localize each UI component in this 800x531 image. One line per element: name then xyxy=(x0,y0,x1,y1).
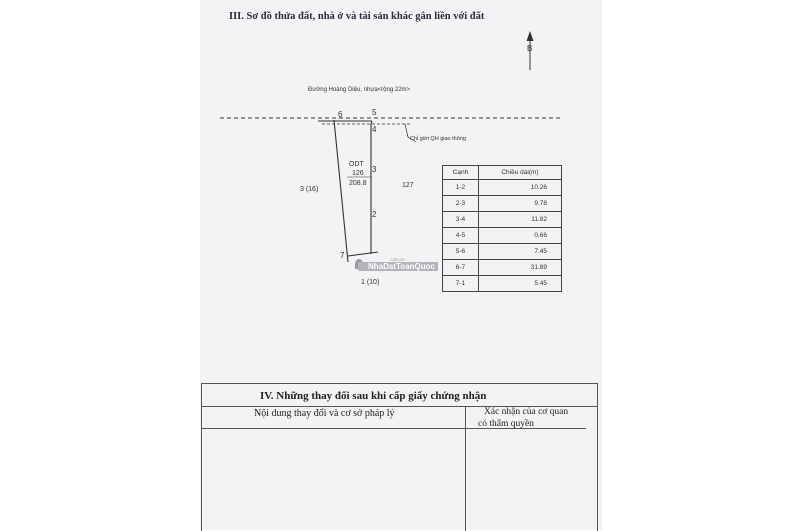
parcel-edge-7-1 xyxy=(348,252,378,256)
neighbor-west-label: 3 (16) xyxy=(300,186,319,193)
vertex-label-7: 7 xyxy=(340,251,345,260)
north-arrow-head xyxy=(527,31,534,41)
table-row xyxy=(443,228,562,244)
length-cell: 11.82 xyxy=(478,212,561,228)
length-cell: 9.78 xyxy=(478,196,561,212)
parcel-edge-6-7 xyxy=(334,120,348,262)
edge-cell: 4-5 xyxy=(443,228,479,244)
land-type-label: ODT xyxy=(349,161,364,168)
watermark-site: .com.vn xyxy=(389,257,405,262)
road-boundary-label: Chỉ giới QH giao thông xyxy=(410,136,466,142)
vertex-label-3: 3 xyxy=(372,165,377,174)
length-cell: 10.26 xyxy=(478,180,561,196)
table-header-edge: Cạnh xyxy=(443,166,479,180)
changes-section xyxy=(201,383,598,531)
neighbor-east-label: 127 xyxy=(402,182,414,189)
table-row xyxy=(443,244,562,260)
length-cell: 7.45 xyxy=(478,244,561,260)
section-3-heading: III. Sơ đồ thửa đất, nhà ở và tài sản khác gắn liền với đất xyxy=(229,11,485,22)
edge-cell: 6-7 xyxy=(443,260,479,276)
watermark-text: NhaDatToanQuoc xyxy=(358,262,438,271)
north-symbol: B xyxy=(527,44,533,53)
vertex-label-4: 4 xyxy=(372,125,377,134)
vertex-label-6: 6 xyxy=(338,110,343,119)
table-row xyxy=(443,276,562,292)
edge-length-table xyxy=(442,165,562,292)
table-row xyxy=(443,212,562,228)
edge-cell: 3-4 xyxy=(443,212,479,228)
edge-cell: 7-1 xyxy=(443,276,479,292)
section-4-heading: IV. Những thay đổi sau khi cấp giấy chứng nhận xyxy=(260,390,487,402)
vertex-label-5: 5 xyxy=(372,108,377,117)
length-cell: 5.45 xyxy=(478,276,561,292)
length-cell: 0.66 xyxy=(478,228,561,244)
edge-cell: 5-6 xyxy=(443,244,479,260)
neighbor-south-label: 1 (10) xyxy=(361,279,380,286)
road-label: Đường Hoàng Diệu, nhựa<rộng 22m> xyxy=(308,87,411,93)
authority-header-line2: có thẩm quyền xyxy=(478,419,534,429)
authority-confirmation-header xyxy=(474,406,596,430)
edge-cell: 2-3 xyxy=(443,196,479,212)
authority-header-line1: Xác nhận của cơ quan xyxy=(484,407,569,417)
edge-cell: 1-2 xyxy=(443,180,479,196)
column-divider xyxy=(465,406,466,531)
parcel-number-label: 126 xyxy=(352,170,364,177)
changes-content-header: Nội dung thay đổi và cơ sở pháp lý xyxy=(254,408,395,419)
table-header-length: Chiều dài(m) xyxy=(478,166,561,180)
table-header-row xyxy=(443,166,562,180)
table-row xyxy=(443,196,562,212)
length-cell: 31.89 xyxy=(478,260,561,276)
parcel-area-label: 208.8 xyxy=(349,180,367,187)
table-row xyxy=(443,260,562,276)
vertex-label-2: 2 xyxy=(372,210,377,219)
table-row xyxy=(443,180,562,196)
